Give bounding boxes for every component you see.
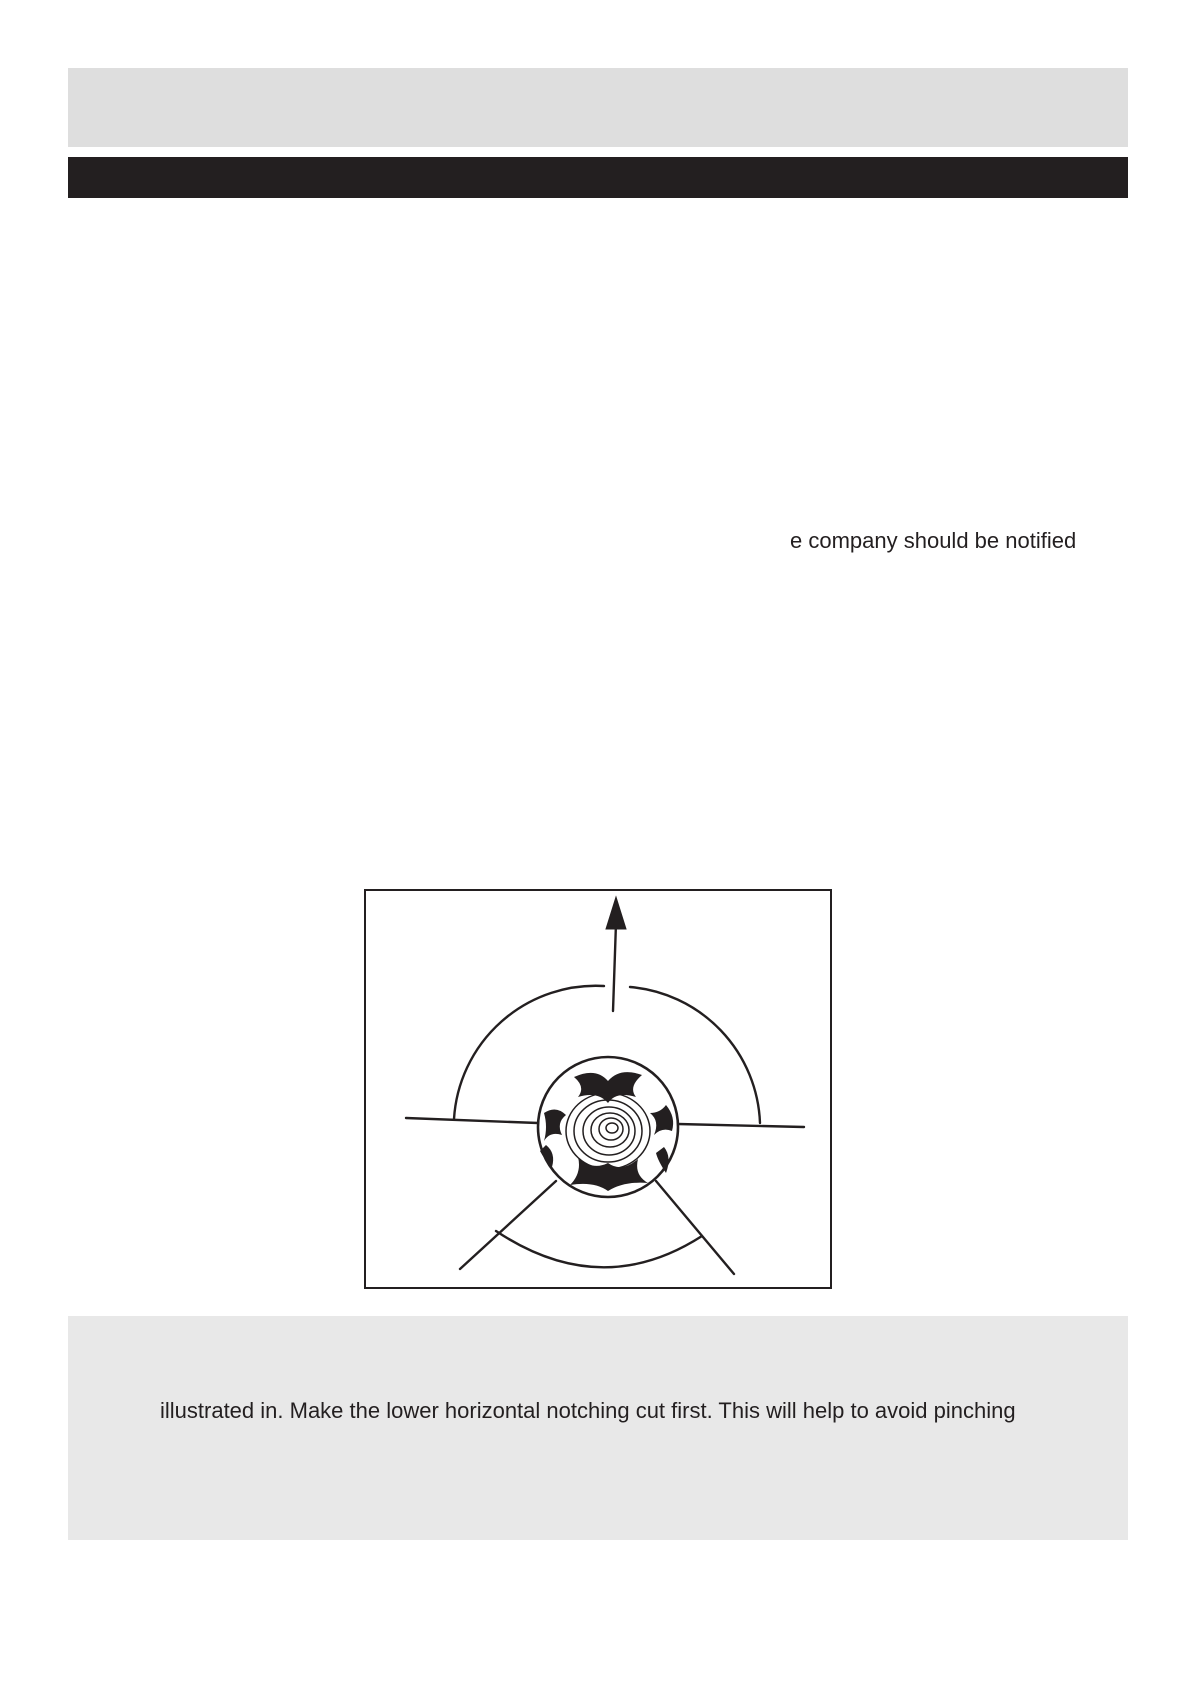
body-text-line: e company should be notified [790, 528, 1077, 553]
header-band [68, 68, 1128, 147]
note-box [68, 1316, 1128, 1540]
up-arrow-icon [606, 897, 626, 1011]
felling-diagram-drawing [366, 891, 830, 1287]
felling-diagram [364, 889, 832, 1289]
section-title-bar [68, 157, 1128, 198]
note-text-line: illustrated in. Make the lower horizontal notching cut first. This will help to avoid pinching [160, 1398, 1016, 1423]
tree-trunk-icon [538, 1057, 678, 1197]
